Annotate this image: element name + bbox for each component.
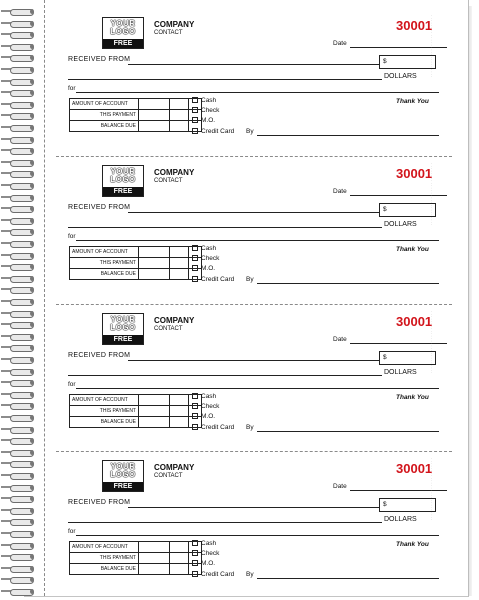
by-label: By <box>246 424 254 431</box>
payment-option-label: Credit Card <box>201 276 235 283</box>
payment-option-money-order[interactable] <box>192 413 215 420</box>
date-label: Date <box>333 483 347 490</box>
spiral-coil-icon <box>2 495 42 503</box>
coil-hole <box>30 589 34 594</box>
thank-you-text: Thank You <box>396 394 429 401</box>
logo-text-line2: LOGO <box>110 470 136 479</box>
account-table <box>69 246 202 280</box>
company-name: COMPANY <box>154 316 195 325</box>
spiral-coil-icon <box>2 159 42 167</box>
account-row <box>70 406 202 417</box>
account-row <box>70 269 202 280</box>
for-label: for <box>68 381 76 388</box>
account-cell[interactable] <box>170 542 189 553</box>
checkbox-icon[interactable] <box>192 393 198 399</box>
company-contact: CONTACT <box>154 178 183 184</box>
date-label: Date <box>333 336 347 343</box>
receipt <box>56 157 450 305</box>
account-cell[interactable] <box>139 110 170 121</box>
checkbox-icon[interactable] <box>192 265 198 271</box>
coil-hole <box>30 415 34 420</box>
received-from-label: RECEIVED FROM <box>68 352 131 359</box>
account-cell[interactable] <box>139 247 170 258</box>
account-row-label: BALANCE DUE <box>70 417 139 428</box>
signature-field[interactable] <box>257 283 439 284</box>
signature-field[interactable] <box>257 135 439 136</box>
account-cell[interactable] <box>139 121 170 132</box>
spiral-coil-icon <box>2 518 42 526</box>
spiral-coil-icon <box>2 588 42 596</box>
account-cell[interactable] <box>170 406 189 417</box>
received-from-label: RECEIVED FROM <box>68 204 131 211</box>
account-row-label: THIS PAYMENT <box>70 258 139 269</box>
thank-you-text: Thank You <box>396 541 429 548</box>
receipt <box>56 452 450 600</box>
dollars-label: DOLLARS <box>384 73 417 80</box>
checkbox-icon[interactable] <box>192 245 198 251</box>
dollars-label: DOLLARS <box>384 221 417 228</box>
coil-hole <box>30 67 34 72</box>
coil-hole <box>30 195 34 200</box>
account-cell[interactable] <box>139 258 170 269</box>
checkbox-icon[interactable] <box>192 550 198 556</box>
coil-hole <box>30 369 34 374</box>
spiral-coil-icon <box>2 101 42 109</box>
spiral-coil-icon <box>2 182 42 190</box>
spiral-coil-icon <box>2 66 42 74</box>
coil-hole <box>30 334 34 339</box>
coil-hole <box>30 55 34 60</box>
payment-option-label: M.O. <box>201 413 216 420</box>
dollar-sign: $ <box>383 354 387 361</box>
date-label: Date <box>333 188 347 195</box>
coil-hole <box>30 32 34 37</box>
spiral-coil-icon <box>2 576 42 584</box>
spiral-coil-icon <box>2 449 42 457</box>
account-row <box>70 99 202 110</box>
dollar-sign: $ <box>383 58 387 65</box>
for-label: for <box>68 528 76 535</box>
spiral-coil-icon <box>2 170 42 178</box>
receipt-number: 30001 <box>396 461 433 476</box>
checkbox-icon[interactable] <box>192 560 198 566</box>
for-field[interactable] <box>76 388 439 389</box>
coil-hole <box>30 403 34 408</box>
checkbox-icon[interactable] <box>192 107 198 113</box>
spiral-coil-icon <box>2 194 42 202</box>
receipt-number: 30001 <box>396 18 433 33</box>
coil-hole <box>30 9 34 14</box>
logo-text-line3: FREE <box>103 39 143 48</box>
coil-hole <box>30 311 34 316</box>
logo-text-line3: FREE <box>103 335 143 344</box>
dollar-sign: $ <box>383 206 387 213</box>
coil-hole <box>30 183 34 188</box>
account-cell[interactable] <box>170 417 189 428</box>
checkbox-icon[interactable] <box>192 403 198 409</box>
account-row-label: AMOUNT OF ACCOUNT <box>70 542 139 553</box>
logo-text-line2: LOGO <box>110 27 136 36</box>
coil-hole <box>30 322 34 327</box>
spiral-coil-icon <box>2 112 42 120</box>
company-contact: CONTACT <box>154 326 183 332</box>
account-row-label: THIS PAYMENT <box>70 406 139 417</box>
logo-text-line2: LOGO <box>110 175 136 184</box>
account-cell[interactable] <box>170 564 189 575</box>
spiral-coil-icon <box>2 89 42 97</box>
account-cell[interactable] <box>170 121 189 132</box>
spiral-coil-icon <box>2 472 42 480</box>
coil-hole <box>30 357 34 362</box>
thank-you-text: Thank You <box>396 246 429 253</box>
account-row <box>70 417 202 428</box>
spiral-coil-icon <box>2 147 42 155</box>
company-name: COMPANY <box>154 463 195 472</box>
payment-option-money-order[interactable] <box>192 560 215 567</box>
coil-hole <box>30 21 34 26</box>
payment-option-cash[interactable] <box>192 97 216 104</box>
thank-you-text: Thank You <box>396 98 429 105</box>
logo-text-line2: LOGO <box>110 323 136 332</box>
stub-perforation <box>44 0 45 596</box>
logo-text-line1: YOUR <box>110 167 136 176</box>
payment-option-label: Credit Card <box>201 128 235 135</box>
spiral-coil-icon <box>2 310 42 318</box>
account-row-label: THIS PAYMENT <box>70 553 139 564</box>
date-label: Date <box>333 40 347 47</box>
checkbox-icon[interactable] <box>192 424 198 430</box>
checkbox-icon[interactable] <box>192 276 198 282</box>
logo-text-line3: FREE <box>103 187 143 196</box>
received-from-field[interactable] <box>128 360 380 361</box>
checkbox-icon[interactable] <box>192 540 198 546</box>
coil-hole <box>30 450 34 455</box>
spiral-coil-icon <box>2 530 42 538</box>
for-field[interactable] <box>76 240 439 241</box>
company-name: COMPANY <box>154 20 195 29</box>
logo-text-line1: YOUR <box>110 19 136 28</box>
coil-hole <box>30 345 34 350</box>
payment-option-label: Check <box>201 550 220 557</box>
for-field[interactable] <box>76 535 439 536</box>
coil-hole <box>30 206 34 211</box>
checkbox-icon[interactable] <box>192 255 198 261</box>
coil-hole <box>30 531 34 536</box>
coil-hole <box>30 276 34 281</box>
spiral-coil-icon <box>2 356 42 364</box>
coil-hole <box>30 218 34 223</box>
coil-hole <box>30 44 34 49</box>
account-row-label: AMOUNT OF ACCOUNT <box>70 395 139 406</box>
spiral-coil-icon <box>2 78 42 86</box>
coil-hole <box>30 253 34 258</box>
spiral-coil-icon <box>2 402 42 410</box>
spiral-coil-icon <box>2 565 42 573</box>
coil-hole <box>30 160 34 165</box>
coil-hole <box>30 90 34 95</box>
vertical-fine-print: · · · · · · · · · · · · · · · · · · · · · · · · · · <box>429 311 434 374</box>
spiral-coil-icon <box>2 553 42 561</box>
coil-hole <box>30 137 34 142</box>
coil-hole <box>30 577 34 582</box>
spiral-coil-icon <box>2 228 42 236</box>
account-cell[interactable] <box>170 258 189 269</box>
coil-hole <box>30 461 34 466</box>
payment-option-credit-card[interactable] <box>192 128 234 135</box>
spiral-coil-icon <box>2 437 42 445</box>
spiral-coil-icon <box>2 43 42 51</box>
signature-field[interactable] <box>257 578 439 579</box>
payment-option-credit-card[interactable] <box>192 571 234 578</box>
account-table <box>69 98 202 132</box>
coil-hole <box>30 485 34 490</box>
spiral-coil-icon <box>2 484 42 492</box>
payment-option-label: Credit Card <box>201 571 235 578</box>
payment-option-check[interactable] <box>192 403 219 410</box>
received-from-field[interactable] <box>128 64 380 65</box>
receipt-perforation <box>56 156 452 157</box>
coil-hole <box>30 287 34 292</box>
spiral-coil-icon <box>2 240 42 248</box>
logo-placeholder <box>102 165 144 197</box>
spiral-coil-icon <box>2 379 42 387</box>
account-row <box>70 121 202 132</box>
spiral-coil-icon <box>2 286 42 294</box>
checkbox-icon[interactable] <box>192 128 198 134</box>
spiral-coil-icon <box>2 321 42 329</box>
account-cell[interactable] <box>170 553 189 564</box>
coil-hole <box>30 102 34 107</box>
company-contact: CONTACT <box>154 473 183 479</box>
account-table <box>69 394 202 428</box>
account-row <box>70 395 202 406</box>
logo-text-line1: YOUR <box>110 462 136 471</box>
coil-hole <box>30 380 34 385</box>
spiral-coil-icon <box>2 20 42 28</box>
payment-option-label: Check <box>201 403 220 410</box>
account-row-label: BALANCE DUE <box>70 564 139 575</box>
checkbox-icon[interactable] <box>192 117 198 123</box>
by-label: By <box>246 128 254 135</box>
checkbox-icon[interactable] <box>192 97 198 103</box>
dollars-label: DOLLARS <box>384 369 417 376</box>
coil-hole <box>30 241 34 246</box>
spiral-coil-icon <box>2 124 42 132</box>
spiral-coil-icon <box>2 426 42 434</box>
payment-option-cash[interactable] <box>192 393 216 400</box>
spiral-coil-icon <box>2 136 42 144</box>
amount-words-field[interactable] <box>68 375 382 376</box>
spiral-coil-icon <box>2 275 42 283</box>
coil-hole <box>30 299 34 304</box>
vertical-fine-print: · · · · · · · · · · · · · · · · · · · · · · · · · · <box>429 15 434 78</box>
coil-hole <box>30 171 34 176</box>
payment-option-money-order[interactable] <box>192 265 215 272</box>
spiral-coil-icon <box>2 333 42 341</box>
account-cell[interactable] <box>139 269 170 280</box>
coil-hole <box>30 508 34 513</box>
for-label: for <box>68 85 76 92</box>
account-cell[interactable] <box>139 417 170 428</box>
dollar-sign: $ <box>383 501 387 508</box>
account-row-label: AMOUNT OF ACCOUNT <box>70 247 139 258</box>
coil-hole <box>30 148 34 153</box>
payment-option-credit-card[interactable] <box>192 276 234 283</box>
spiral-coil-icon <box>2 368 42 376</box>
spiral-coil-icon <box>2 54 42 62</box>
spiral-coil-icon <box>2 252 42 260</box>
account-cell[interactable] <box>139 395 170 406</box>
receipt-perforation <box>56 451 452 452</box>
account-row-label: AMOUNT OF ACCOUNT <box>70 99 139 110</box>
coil-hole <box>30 427 34 432</box>
account-cell[interactable] <box>139 406 170 417</box>
spiral-coil-icon <box>2 391 42 399</box>
coil-hole <box>30 496 34 501</box>
receipt-perforation <box>56 304 452 305</box>
for-label: for <box>68 233 76 240</box>
spiral-coil-icon <box>2 31 42 39</box>
account-row-label: BALANCE DUE <box>70 269 139 280</box>
payment-option-credit-card[interactable] <box>192 424 234 431</box>
spiral-coil-icon <box>2 460 42 468</box>
receipt <box>56 9 450 157</box>
receipt <box>56 305 450 453</box>
by-label: By <box>246 571 254 578</box>
coil-hole <box>30 113 34 118</box>
dollars-label: DOLLARS <box>384 516 417 523</box>
account-row <box>70 553 202 564</box>
coil-hole <box>30 79 34 84</box>
amount-words-field[interactable] <box>68 227 382 228</box>
coil-hole <box>30 229 34 234</box>
checkbox-icon[interactable] <box>192 413 198 419</box>
coil-hole <box>30 543 34 548</box>
account-row-label: THIS PAYMENT <box>70 110 139 121</box>
payment-option-label: M.O. <box>201 117 216 124</box>
account-cell[interactable] <box>139 99 170 110</box>
logo-text-line3: FREE <box>103 482 143 491</box>
coil-hole <box>30 264 34 269</box>
account-row <box>70 110 202 121</box>
spiral-coil-icon <box>2 217 42 225</box>
vertical-fine-print: · · · · · · · · · · · · · · · · · · · · · · · · · · <box>429 163 434 226</box>
account-cell[interactable] <box>139 542 170 553</box>
payment-option-label: Check <box>201 255 220 262</box>
payment-option-label: M.O. <box>201 265 216 272</box>
coil-hole <box>30 392 34 397</box>
payment-option-cash[interactable] <box>192 540 216 547</box>
account-cell[interactable] <box>170 110 189 121</box>
company-name: COMPANY <box>154 168 195 177</box>
coil-hole <box>30 566 34 571</box>
payment-option-label: M.O. <box>201 560 216 567</box>
payment-option-label: Cash <box>201 393 217 400</box>
by-label: By <box>246 276 254 283</box>
receipt-number: 30001 <box>396 166 433 181</box>
coil-hole <box>30 125 34 130</box>
account-table <box>69 541 202 575</box>
logo-placeholder <box>102 17 144 49</box>
spiral-coil-icon <box>2 205 42 213</box>
received-from-label: RECEIVED FROM <box>68 56 131 63</box>
logo-text-line1: YOUR <box>110 315 136 324</box>
account-cell[interactable] <box>170 99 189 110</box>
logo-placeholder <box>102 313 144 345</box>
account-cell[interactable] <box>139 564 170 575</box>
payment-option-money-order[interactable] <box>192 117 215 124</box>
account-cell[interactable] <box>170 395 189 406</box>
vertical-fine-print: · · · · · · · · · · · · · · · · · · · · · · · · · · <box>429 458 434 521</box>
signature-field[interactable] <box>257 431 439 432</box>
for-field[interactable] <box>76 92 439 93</box>
spiral-coil-icon <box>2 414 42 422</box>
coil-hole <box>30 438 34 443</box>
amount-words-field[interactable] <box>68 522 382 523</box>
payment-option-label: Cash <box>201 540 217 547</box>
received-from-field[interactable] <box>128 212 380 213</box>
coil-hole <box>30 554 34 559</box>
coil-hole <box>30 519 34 524</box>
account-cell[interactable] <box>170 247 189 258</box>
spiral-coil-icon <box>2 507 42 515</box>
spiral-coil-icon <box>2 298 42 306</box>
account-row <box>70 258 202 269</box>
received-from-label: RECEIVED FROM <box>68 499 131 506</box>
received-from-field[interactable] <box>128 507 380 508</box>
amount-words-field[interactable] <box>68 79 382 80</box>
payment-option-label: Check <box>201 107 220 114</box>
account-cell[interactable] <box>170 269 189 280</box>
account-row <box>70 542 202 553</box>
payment-option-check[interactable] <box>192 255 219 262</box>
account-row <box>70 247 202 258</box>
spiral-coil-icon <box>2 344 42 352</box>
payment-option-label: Cash <box>201 245 217 252</box>
account-row-label: BALANCE DUE <box>70 121 139 132</box>
payment-option-cash[interactable] <box>192 245 216 252</box>
account-row <box>70 564 202 575</box>
logo-placeholder <box>102 460 144 492</box>
payment-option-label: Cash <box>201 97 217 104</box>
spiral-coil-icon <box>2 542 42 550</box>
account-cell[interactable] <box>139 553 170 564</box>
payment-option-check[interactable] <box>192 550 219 557</box>
company-contact: CONTACT <box>154 30 183 36</box>
payment-option-label: Credit Card <box>201 424 235 431</box>
spiral-coil-icon <box>2 8 42 16</box>
checkbox-icon[interactable] <box>192 571 198 577</box>
spiral-coil-icon <box>2 263 42 271</box>
payment-option-check[interactable] <box>192 107 219 114</box>
coil-hole <box>30 473 34 478</box>
receipt-number: 30001 <box>396 314 433 329</box>
